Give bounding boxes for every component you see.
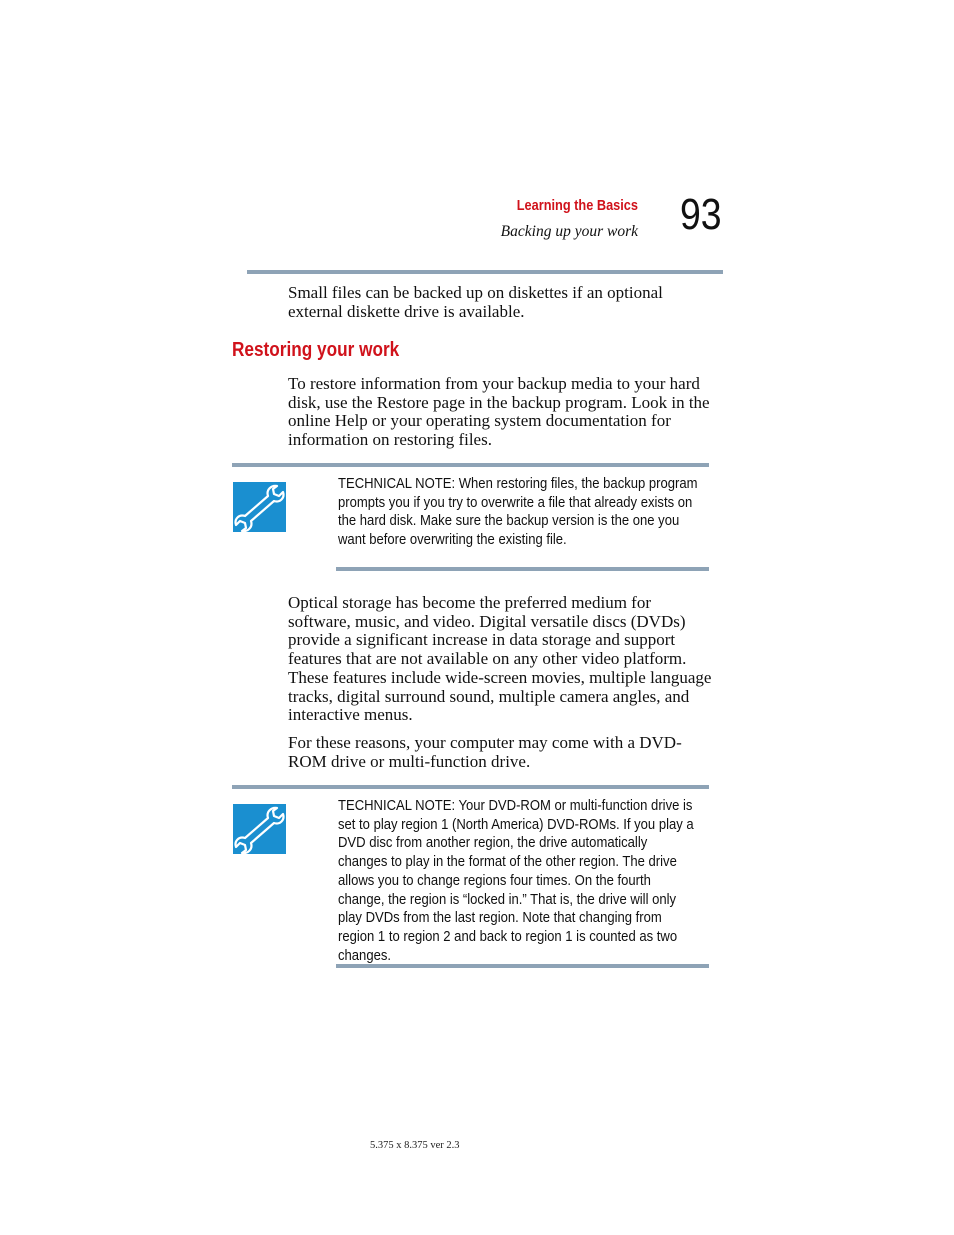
technical-note-dvd-region: TECHNICAL NOTE: Your DVD-ROM or multi-function drive is set to play region 1 (North America) DVD-ROMs. If you play a DVD disc from another region, the drive automatically changes to play in the format of the other region. The drive allows you to change regions four times. On the fourth change, the region is “locked in.” That is, the drive will only play DVDs from the last region. Note that changing from region 1 to region 2 and back to region 1 is counted as two changes. xyxy=(338,797,694,964)
restore-paragraph: To restore information from your backup media to your hard disk, use the Restore page in the backup program. Look in the online Help or your operating system documentation for information on restoring files. xyxy=(288,374,710,450)
section-heading-restoring: Restoring your work xyxy=(232,339,400,361)
wrench-icon xyxy=(233,482,286,532)
optical-storage-paragraph: Optical storage has become the preferred medium for software, music, and video. Digital versatile discs (DVDs) provide a significant increase in data storage and support features that are not available on any other video platform. These features include wide-screen movies, multiple language tracks, digital surround sound, multiple camera angles, and interactive menus. xyxy=(288,593,712,725)
header-rule xyxy=(247,270,723,274)
running-header-chapter: Learning the Basics xyxy=(516,198,638,214)
page-number: 93 xyxy=(680,190,722,239)
running-header-section: Backing up your work xyxy=(500,223,638,240)
page-footer: 5.375 x 8.375 ver 2.3 xyxy=(370,1140,460,1151)
note2-bottom-rule xyxy=(336,964,709,968)
intro-paragraph: Small files can be backed up on diskettes if an optional external diskette drive is available. xyxy=(288,283,663,321)
wrench-icon xyxy=(233,804,286,854)
note2-top-rule xyxy=(232,785,709,789)
technical-note-restoring: TECHNICAL NOTE: When restoring files, the backup program prompts you if you try to overwrite a file that already exists on the hard disk. Make sure the backup version is the one you want before overwriting the existing file. xyxy=(338,475,698,549)
note1-top-rule xyxy=(232,463,709,467)
note1-bottom-rule xyxy=(336,567,709,571)
dvd-drive-paragraph: For these reasons, your computer may come with a DVD-ROM drive or multi-function drive. xyxy=(288,733,682,771)
